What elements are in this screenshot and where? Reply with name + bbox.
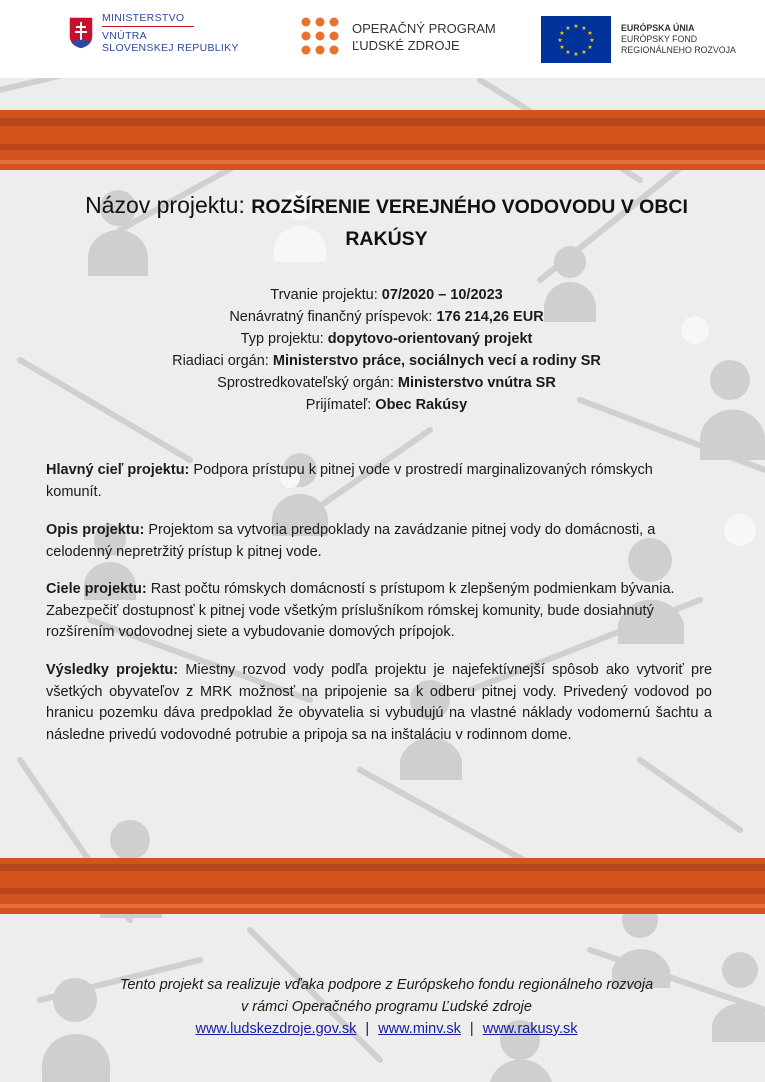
meta-type: Typ projektu: dopytovo-orientovaný projekt — [240, 331, 533, 347]
meta-duration: Trvanie projektu: 07/2020 – 10/2023 — [270, 287, 503, 303]
eu-line-1: EURÓPSKY FOND — [621, 34, 698, 44]
title-prefix: Názov projektu: — [85, 192, 245, 218]
svg-text:★: ★ — [559, 30, 565, 37]
svg-text:★: ★ — [587, 30, 593, 37]
svg-text:★: ★ — [559, 44, 565, 51]
ministry-line-2: VNÚTRA — [102, 30, 147, 42]
section-description: Opis projektu: Projektom sa vytvoria predpoklady na zavádzanie pitnej vody do domácnosti, a celodenný nepretržitý prístup k pitnej vode. — [46, 522, 656, 560]
link-ludskezdroje[interactable]: www.ludskezdroje.gov.sk — [195, 1021, 357, 1037]
title-name-line-1: ROZŠÍRENIE VEREJNÉHO VODOVODU V OBCI — [251, 196, 688, 218]
meta-intermediate-body: Sprostredkovateľský orgán: Ministerstvo vnútra SR — [217, 375, 556, 391]
svg-text:★: ★ — [557, 37, 563, 44]
ministry-line-3: SLOVENSKEJ REPUBLIKY — [102, 42, 239, 54]
ministry-line-1: MINISTERSTVO — [102, 12, 185, 24]
section-main-goal: Hlavný cieľ projektu: Podpora prístupu k pitnej vode v prostredí marginalizovaných rómskych komunít. — [46, 462, 653, 500]
op-line-2: ĽUDSKÉ ZDROJE — [352, 38, 460, 53]
footer-line-1: Tento projekt sa realizuje vďaka podpore z Európskeho fondu regionálneho rozvoja — [119, 977, 654, 993]
footer-line-2: v rámci Operačného programu Ľudské zdroje — [241, 999, 532, 1015]
project-meta — [40, 284, 733, 416]
title-name-line-2: RAKÚSY — [345, 228, 428, 250]
svg-text:★: ★ — [581, 25, 587, 32]
link-minv[interactable]: www.minv.sk — [378, 1021, 461, 1037]
project-title — [40, 190, 733, 254]
svg-text:★: ★ — [565, 49, 571, 56]
svg-text:★: ★ — [587, 44, 593, 51]
eu-title: EURÓPSKA ÚNIA — [621, 23, 695, 33]
link-separator: | — [469, 1021, 474, 1037]
section-results: Výsledky projektu: Miestny rozvod vody podľa projektu je najefektívnejší spôsob ako vytvoriť pre všetkých obyvateľov z MRK možnosť na pripojenie sa k odberu pitnej vody. Privedený vodovod po hranicu pozemku dáva predpoklad že obyvatelia si vybudujú na vlastné náklady vodomernú šachtu a následne privedú vodovodné potrubie a pripoja sa na inštaláciu v rodinnom dome. — [46, 662, 713, 743]
svg-text:★: ★ — [573, 51, 579, 58]
footer-note — [40, 974, 733, 1018]
meta-grant: Nenávratný finančný príspevok: 176 214,26 EUR — [229, 309, 544, 325]
meta-managing-authority: Riadiaci orgán: Ministerstvo práce, sociálnych vecí a rodiny SR — [172, 353, 601, 369]
section-objectives: Ciele projektu: Rast počtu rómskych domácností s prístupom k zlepšeným podmienkam bývania. Zabezpečiť dostupnosť k pitnej vode všetkým príslušníkom rómskej komunity, bude dosiahnutý rozšírením vodovodnej siete a vybudovanie domových prípojok. — [46, 581, 675, 640]
op-line-1: OPERAČNÝ PROGRAM — [352, 21, 496, 36]
footer-links — [40, 1018, 733, 1040]
link-separator: | — [365, 1021, 370, 1037]
eu-line-2: REGIONÁLNEHO ROZVOJA — [621, 45, 736, 55]
meta-recipient: Prijímateľ: Obec Rakúsy — [305, 397, 468, 413]
svg-text:★: ★ — [589, 37, 595, 44]
svg-text:★: ★ — [573, 23, 579, 30]
link-rakusy[interactable]: www.rakusy.sk — [482, 1021, 578, 1037]
svg-text:★: ★ — [565, 25, 571, 32]
svg-text:★: ★ — [581, 49, 587, 56]
